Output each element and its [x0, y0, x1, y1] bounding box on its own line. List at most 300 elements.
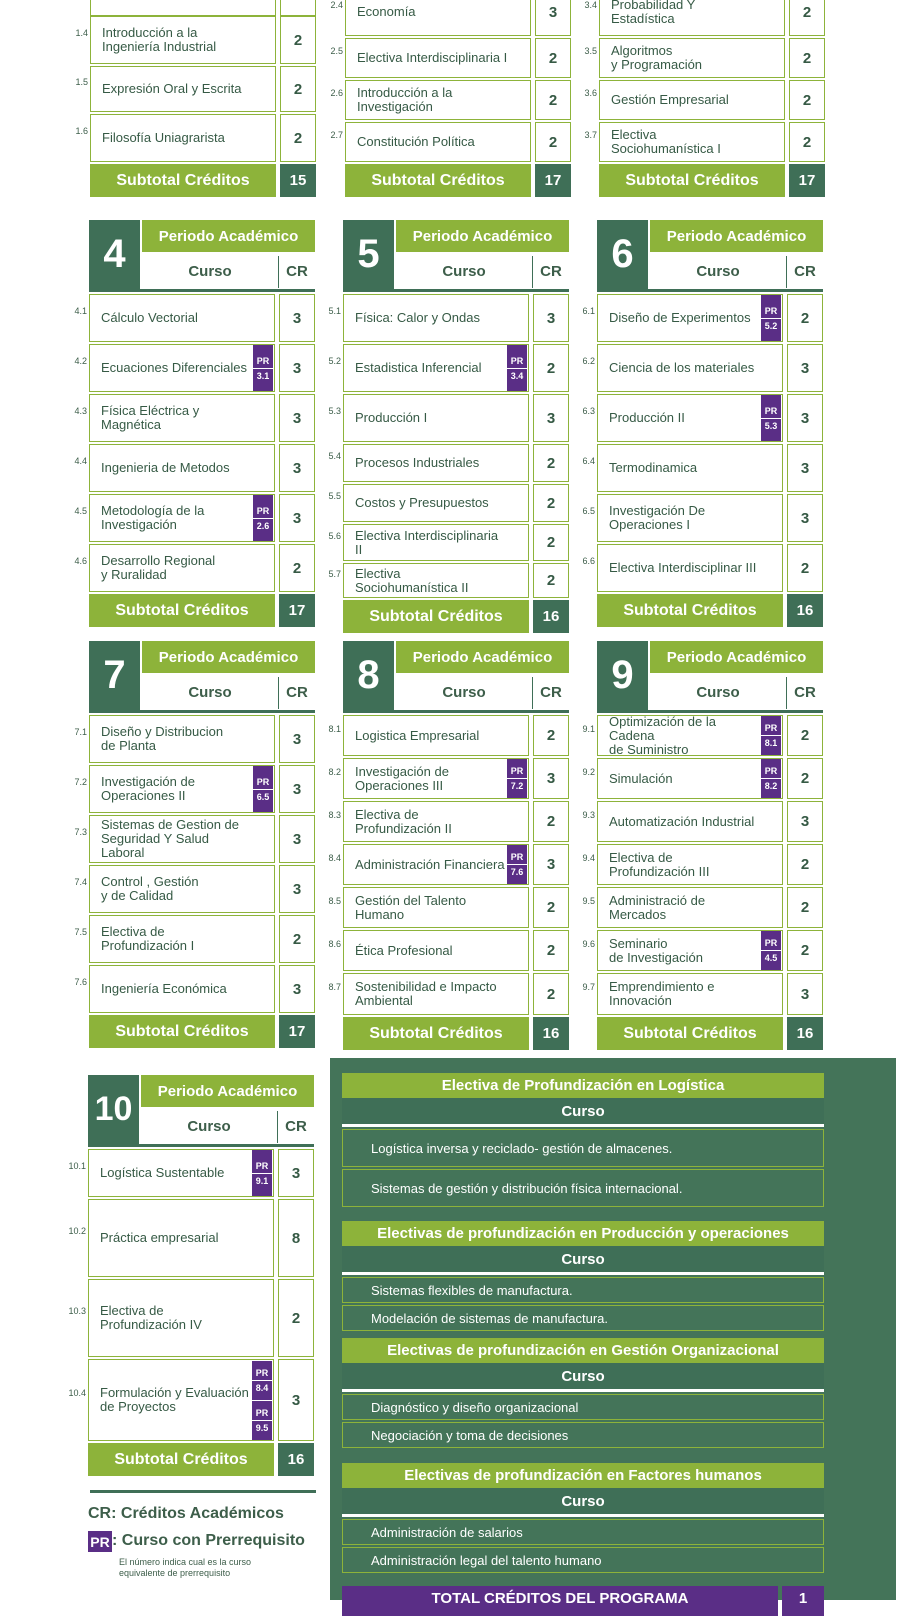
course-name-text: Costos y Presupuestos [355, 495, 489, 510]
course-name [89, 915, 275, 963]
course-name-text: Simulación [609, 770, 673, 786]
row-number: 9.2 [582, 766, 595, 777]
course-name [88, 1199, 274, 1277]
elective-course: Sistemas de gestión y distribución física internacional. [342, 1169, 824, 1207]
course-name [90, 114, 276, 162]
course-credits: 3 [279, 294, 315, 342]
course-column-header: Curso [696, 262, 740, 280]
course-credits [280, 0, 316, 16]
row-number: 4.3 [74, 406, 87, 416]
course-name [599, 0, 785, 36]
course-name [89, 815, 275, 863]
row-number: 7.6 [74, 977, 87, 987]
pr-label: PR [507, 354, 527, 369]
course-name-text: Control , Gestión y de Calidad [101, 874, 199, 903]
period-number: 5 [343, 220, 394, 289]
course-name-text: Seminario de Investigación [609, 935, 703, 965]
course-name-text: Constitución Política [357, 134, 475, 149]
elective-curso-header: Curso [342, 1098, 824, 1127]
row-number: 5.7 [328, 568, 341, 579]
prerequisite-badge [253, 495, 273, 541]
course-name [597, 973, 783, 1015]
course-name-text: Metodología de la Investigación [101, 503, 205, 532]
period-number: 9 [597, 641, 648, 710]
prerequisite-badge [761, 395, 781, 441]
course-name [89, 765, 275, 813]
pr-label: PR [761, 404, 781, 419]
subtotal-label: Subtotal Créditos [343, 1017, 529, 1050]
course-name [343, 930, 529, 971]
course-name [597, 715, 783, 756]
course-credits: 2 [789, 0, 825, 36]
row-number: 6.1 [582, 306, 595, 316]
course-name [90, 16, 276, 64]
elective-group-title: Electiva de Profundización en Logística [342, 1073, 824, 1098]
course-name-text: Logística Sustentable [100, 1165, 225, 1180]
course-name [343, 887, 529, 928]
row-number: 10.4 [68, 1388, 86, 1398]
row-number: 9.3 [582, 809, 595, 820]
course-credits: 3 [279, 715, 315, 763]
row-number: 3.4 [584, 0, 597, 10]
elective-course: Negociación y toma de decisiones [342, 1422, 824, 1448]
course-name [89, 394, 275, 442]
course-name-text: Investigación de Operaciones III [355, 763, 449, 793]
course-name-text: Sostenibilidad e Impacto Ambiental [355, 979, 497, 1008]
course-name [343, 563, 529, 598]
course-name-text: Electiva Interdisciplinar III [609, 560, 757, 575]
pr-label: PR [252, 1159, 272, 1174]
course-name [89, 965, 275, 1013]
course-name-text: Filosofía Uniagrarista [102, 130, 225, 145]
elective-course: Administración legal del talento humano [342, 1547, 824, 1573]
period-header: Periodo Académico [396, 220, 569, 252]
subtotal-label: Subtotal Créditos [89, 594, 275, 627]
prerequisite-badge [253, 766, 273, 812]
header-underline [343, 710, 569, 713]
course-credits: 3 [279, 965, 315, 1013]
course-name [89, 544, 275, 592]
legend-divider [90, 1490, 316, 1493]
subtotal-label: Subtotal Créditos [599, 164, 785, 197]
course-name [89, 294, 275, 342]
course-name-text: Formulación y Evaluación de Proyectos [100, 1385, 249, 1414]
course-name [597, 444, 783, 492]
course-name-text: Emprendimiento e Innovación [609, 979, 715, 1008]
course-name [89, 865, 275, 913]
course-name [343, 758, 529, 799]
subtotal-value: 17 [279, 594, 315, 627]
course-name-text: Ingenieria de Metodos [101, 460, 230, 475]
course-name-text: Ética Profesional [355, 942, 453, 958]
course-name [88, 1279, 274, 1357]
subtotal-label: Subtotal Créditos [88, 1443, 274, 1476]
course-credits: 3 [787, 494, 823, 542]
header-underline [88, 1144, 314, 1147]
course-credits: 2 [280, 114, 316, 162]
course-name [597, 801, 783, 842]
course-credits: 2 [533, 344, 569, 392]
period-number: 8 [343, 641, 394, 710]
pr-label: PR [252, 1366, 272, 1381]
legend-note: El número indica cual es la curso equivalente de prerrequisito [119, 1557, 252, 1578]
pr-label: PR [761, 304, 781, 319]
row-number: 10.1 [68, 1161, 86, 1171]
row-number: 4.4 [74, 456, 87, 466]
course-credits: 3 [279, 765, 315, 813]
course-name-text: Estadistica Inferencial [355, 360, 482, 375]
course-credits: 3 [533, 394, 569, 442]
row-number: 1.5 [75, 77, 88, 87]
row-number: 2.6 [330, 88, 343, 98]
course-name [597, 294, 783, 342]
legend-cr: CR: Créditos Académicos [88, 1505, 284, 1522]
prerequisite-badge [253, 345, 273, 391]
legend-pr-text: : Curso con Prerrequisito [112, 1532, 305, 1549]
course-credits: 2 [787, 544, 823, 592]
course-column-header: Curso [696, 683, 740, 701]
row-number: 6.3 [582, 406, 595, 416]
course-credits: 2 [533, 563, 569, 598]
course-credits: 3 [279, 815, 315, 863]
prerequisite-badge [761, 716, 781, 755]
row-number: 10.2 [68, 1226, 86, 1236]
subtotal-value: 16 [278, 1443, 314, 1476]
course-name [597, 758, 783, 799]
course-name [345, 122, 531, 162]
course-credits: 2 [280, 16, 316, 64]
course-name-text: Expresión Oral y Escrita [102, 81, 242, 96]
course-name-text: Producción I [355, 410, 428, 425]
course-name [345, 0, 531, 36]
prerequisite-badge [252, 1150, 272, 1196]
row-number: 8.1 [328, 723, 341, 734]
course-credits: 2 [535, 80, 571, 120]
subtotal-label: Subtotal Créditos [90, 164, 276, 197]
row-number: 6.6 [582, 556, 595, 566]
course-name-text: Gestión Empresarial [611, 92, 729, 107]
row-number: 1.4 [75, 28, 88, 38]
course-name-text: Práctica empresarial [100, 1230, 219, 1245]
row-number: 2.5 [330, 46, 343, 56]
subtotal-value: 16 [787, 1017, 823, 1050]
row-number: 6.4 [582, 456, 595, 466]
subtotal-label: Subtotal Créditos [597, 1017, 783, 1050]
course-name-text: Ciencia de los materiales [609, 360, 755, 375]
header-underline [597, 289, 823, 292]
pr-label: PR [253, 354, 273, 369]
pr-label: PR [761, 721, 781, 736]
course-name [88, 1359, 274, 1441]
course-name [597, 494, 783, 542]
row-number: 3.7 [584, 130, 597, 140]
course-credits: 2 [533, 444, 569, 482]
course-credits: 3 [279, 344, 315, 392]
row-number: 2.4 [330, 0, 343, 10]
row-number: 6.5 [582, 506, 595, 516]
pr-course-ref: 6.5 [256, 791, 270, 802]
course-column-header: Curso [188, 262, 232, 280]
course-credits: 2 [789, 38, 825, 78]
period-number: 6 [597, 220, 648, 289]
course-name [343, 344, 529, 392]
pr-label: PR [253, 504, 273, 519]
row-number: 7.1 [74, 727, 87, 737]
row-number: 7.2 [74, 777, 87, 787]
course-credits: 2 [278, 1279, 314, 1357]
course-credits: 2 [533, 484, 569, 522]
row-number: 1.6 [75, 126, 88, 136]
prerequisite-badge [761, 759, 781, 798]
pr-label: PR [507, 764, 527, 779]
course-credits: 3 [533, 758, 569, 799]
course-credits: 3 [787, 394, 823, 442]
course-name [89, 344, 275, 392]
header-underline [343, 289, 569, 292]
course-name-text: Cálculo Vectorial [101, 310, 198, 325]
course-name-text: Electiva Interdisciplinaria II [355, 527, 499, 557]
course-name-text: Administració de Mercados [609, 892, 706, 922]
header-underline [89, 289, 315, 292]
pr-course-ref: 5.3 [764, 420, 778, 431]
course-name-text: Gestión del Talento Humano [355, 892, 467, 922]
period-header: Periodo Académico [650, 641, 823, 673]
course-name [343, 394, 529, 442]
course-name [89, 444, 275, 492]
course-credits: 3 [787, 973, 823, 1015]
pr-label: PR [507, 850, 527, 865]
pr-course-ref: 4.5 [764, 953, 778, 963]
course-name [597, 887, 783, 928]
pr-course-ref: 9.5 [255, 1423, 269, 1433]
course-name-text: Sistemas de Gestion de Seguridad Y Salud Laboral [101, 817, 240, 860]
course-credits: 2 [279, 915, 315, 963]
period-number: 4 [89, 220, 140, 289]
credits-column-header: CR [794, 262, 816, 280]
subtotal-value: 16 [533, 1017, 569, 1050]
row-number: 3.6 [584, 88, 597, 98]
course-name-text: Ecuaciones Diferenciales [101, 360, 247, 375]
row-number: 8.2 [328, 766, 341, 777]
semester-1-table [75, 0, 316, 200]
course-name [89, 715, 275, 763]
row-number: 8.6 [328, 938, 341, 949]
row-number: 9.4 [582, 852, 595, 863]
semester-3-table [584, 0, 825, 200]
period-header: Periodo Académico [396, 641, 569, 673]
course-name-text: Automatización Industrial [609, 813, 755, 829]
credits-column-header: CR [286, 262, 308, 280]
course-credits: 2 [279, 544, 315, 592]
row-number: 4.1 [74, 306, 87, 316]
course-credits: 2 [787, 715, 823, 756]
course-name-text: Electiva de Profundización IV [100, 1303, 202, 1332]
course-credits: 3 [787, 801, 823, 842]
course-column-header: Curso [188, 683, 232, 701]
course-name [88, 1149, 274, 1197]
course-name [599, 38, 785, 78]
electives-panel [330, 1058, 896, 1607]
row-number: 8.5 [328, 895, 341, 906]
row-number: 7.4 [74, 877, 87, 887]
period-header: Periodo Académico [142, 220, 315, 252]
period-header: Periodo Académico [142, 641, 315, 673]
course-credits: 2 [789, 122, 825, 162]
pr-label: PR [761, 764, 781, 779]
course-name-text: Ingeniería Económica [101, 981, 227, 996]
total-credits-bar [342, 1586, 778, 1616]
course-credits: 3 [279, 494, 315, 542]
course-name-text: Electiva Sociohumanística I [611, 127, 721, 156]
row-number: 5.1 [328, 306, 341, 316]
subtotal-value: 16 [787, 594, 823, 627]
row-number: 4.2 [74, 356, 87, 366]
course-credits: 3 [278, 1359, 314, 1441]
course-credits: 2 [533, 715, 569, 756]
subtotal-value: 15 [280, 164, 316, 197]
pr-label: PR [252, 1406, 272, 1421]
course-credits: 2 [789, 80, 825, 120]
course-name-text: Probabilidad Y Estadística [611, 0, 696, 26]
course-credits: 2 [787, 844, 823, 885]
pr-course-ref: 5.2 [764, 320, 778, 331]
period-header: Periodo Académico [650, 220, 823, 252]
credits-column-header: CR [540, 262, 562, 280]
course-name [90, 66, 276, 112]
course-credits: 2 [533, 801, 569, 842]
pr-course-ref: 7.2 [510, 781, 524, 791]
pr-course-ref: 8.1 [764, 738, 778, 748]
elective-course: Sistemas flexibles de manufactura. [342, 1277, 824, 1303]
pr-label: PR [253, 775, 273, 790]
course-name [597, 844, 783, 885]
course-credits: 3 [533, 294, 569, 342]
course-name-text: Investigación De Operaciones I [609, 503, 706, 532]
prerequisite-badge [507, 759, 527, 798]
course-name-text: Introducción a la Ingeniería Industrial [102, 25, 217, 54]
course-name-text: Introducción a la Investigación [357, 85, 453, 114]
subtotal-value: 17 [279, 1015, 315, 1048]
semester-2-table [330, 0, 571, 200]
prerequisite-badge [761, 295, 781, 341]
course-credits: 2 [280, 66, 316, 112]
course-credits: 3 [279, 394, 315, 442]
course-credits: 3 [279, 444, 315, 492]
credits-column-header: CR [286, 683, 308, 701]
course-name-text: Física Eléctrica y Magnética [101, 403, 200, 432]
course-name [345, 80, 531, 120]
subtotal-value: 16 [533, 600, 569, 633]
course-name [597, 394, 783, 442]
pr-course-ref: 2.6 [256, 520, 270, 531]
row-number: 9.7 [582, 982, 595, 992]
course-name-text: Electiva de Profundización I [101, 924, 195, 953]
prerequisite-badge [507, 345, 527, 391]
course-name-text: Administración Financiera [355, 856, 505, 872]
pr-course-ref: 9.1 [255, 1175, 269, 1186]
course-name [343, 973, 529, 1015]
period-number: 10 [88, 1075, 139, 1144]
subtotal-label: Subtotal Créditos [597, 594, 783, 627]
prerequisite-badge [507, 845, 527, 884]
course-name-text: Economía [357, 4, 416, 19]
row-number: 8.4 [328, 852, 341, 863]
subtotal-label: Subtotal Créditos [345, 164, 531, 197]
course-name-text: Optimización de la Cadena de Suministro [609, 713, 716, 757]
course-name [343, 484, 529, 522]
pr-course-ref: 8.4 [255, 1383, 269, 1393]
row-number: 5.2 [328, 356, 341, 366]
legend-pr-badge: PR [88, 1531, 112, 1552]
total-credits-value: 1 [782, 1586, 824, 1616]
row-number: 4.5 [74, 506, 87, 516]
course-name-text: Electiva de Profundización III [609, 849, 710, 879]
prerequisite-badge [761, 931, 781, 970]
elective-course: Modelación de sistemas de manufactura. [342, 1305, 824, 1331]
course-name [599, 80, 785, 120]
course-name [343, 844, 529, 885]
prerequisite-badge [252, 1401, 272, 1440]
course-credits: 2 [535, 122, 571, 162]
header-underline [89, 710, 315, 713]
course-column-header: Curso [187, 1117, 231, 1135]
course-name-text: Termodinamica [609, 460, 698, 475]
row-number: 9.1 [582, 723, 595, 734]
elective-curso-header: Curso [342, 1246, 824, 1275]
course-credits: 2 [533, 973, 569, 1015]
course-name-text: Electiva de Profundización II [355, 806, 452, 836]
course-credits: 2 [787, 887, 823, 928]
course-credits: 3 [279, 865, 315, 913]
course-credits: 3 [278, 1149, 314, 1197]
row-number: 4.6 [74, 556, 87, 566]
subtotal-value: 17 [535, 164, 571, 197]
course-name [345, 38, 531, 78]
credits-column-header: CR [794, 683, 816, 701]
course-name [599, 122, 785, 162]
row-number: 5.4 [328, 451, 341, 461]
pr-label: PR [761, 936, 781, 951]
course-credits: 2 [533, 524, 569, 561]
pr-course-ref: 3.4 [510, 370, 524, 381]
course-credits: 2 [533, 930, 569, 971]
subtotal-label: Subtotal Créditos [343, 600, 529, 633]
course-credits: 8 [278, 1199, 314, 1277]
pr-course-ref: 8.2 [764, 781, 778, 791]
row-number: 2.7 [330, 130, 343, 140]
elective-group-title: Electivas de profundización en Producción y operaciones [342, 1221, 824, 1246]
header-underline [597, 710, 823, 713]
row-number: 9.5 [582, 895, 595, 906]
elective-course: Diagnóstico y diseño organizacional [342, 1394, 824, 1420]
course-credits: 2 [787, 294, 823, 342]
course-name-text: Investigación de Operaciones II [101, 774, 195, 803]
course-name-text: Logistica Empresarial [355, 727, 480, 743]
row-number: 3.5 [584, 46, 597, 56]
period-number: 7 [89, 641, 140, 710]
row-number: 8.3 [328, 809, 341, 820]
course-name-text: Procesos Industriales [355, 455, 480, 470]
course-name-text: Diseño y Distribucion de Planta [101, 724, 224, 753]
course-name-text: Desarrollo Regional y Ruralidad [101, 553, 216, 582]
course-name [343, 444, 529, 482]
elective-curso-header: Curso [342, 1488, 824, 1517]
course-credits: 3 [535, 0, 571, 36]
course-name [597, 344, 783, 392]
course-name [597, 544, 783, 592]
course-name-text: Electiva Interdisciplinaria I [357, 50, 508, 65]
course-name-text: Física: Calor y Ondas [355, 310, 480, 325]
